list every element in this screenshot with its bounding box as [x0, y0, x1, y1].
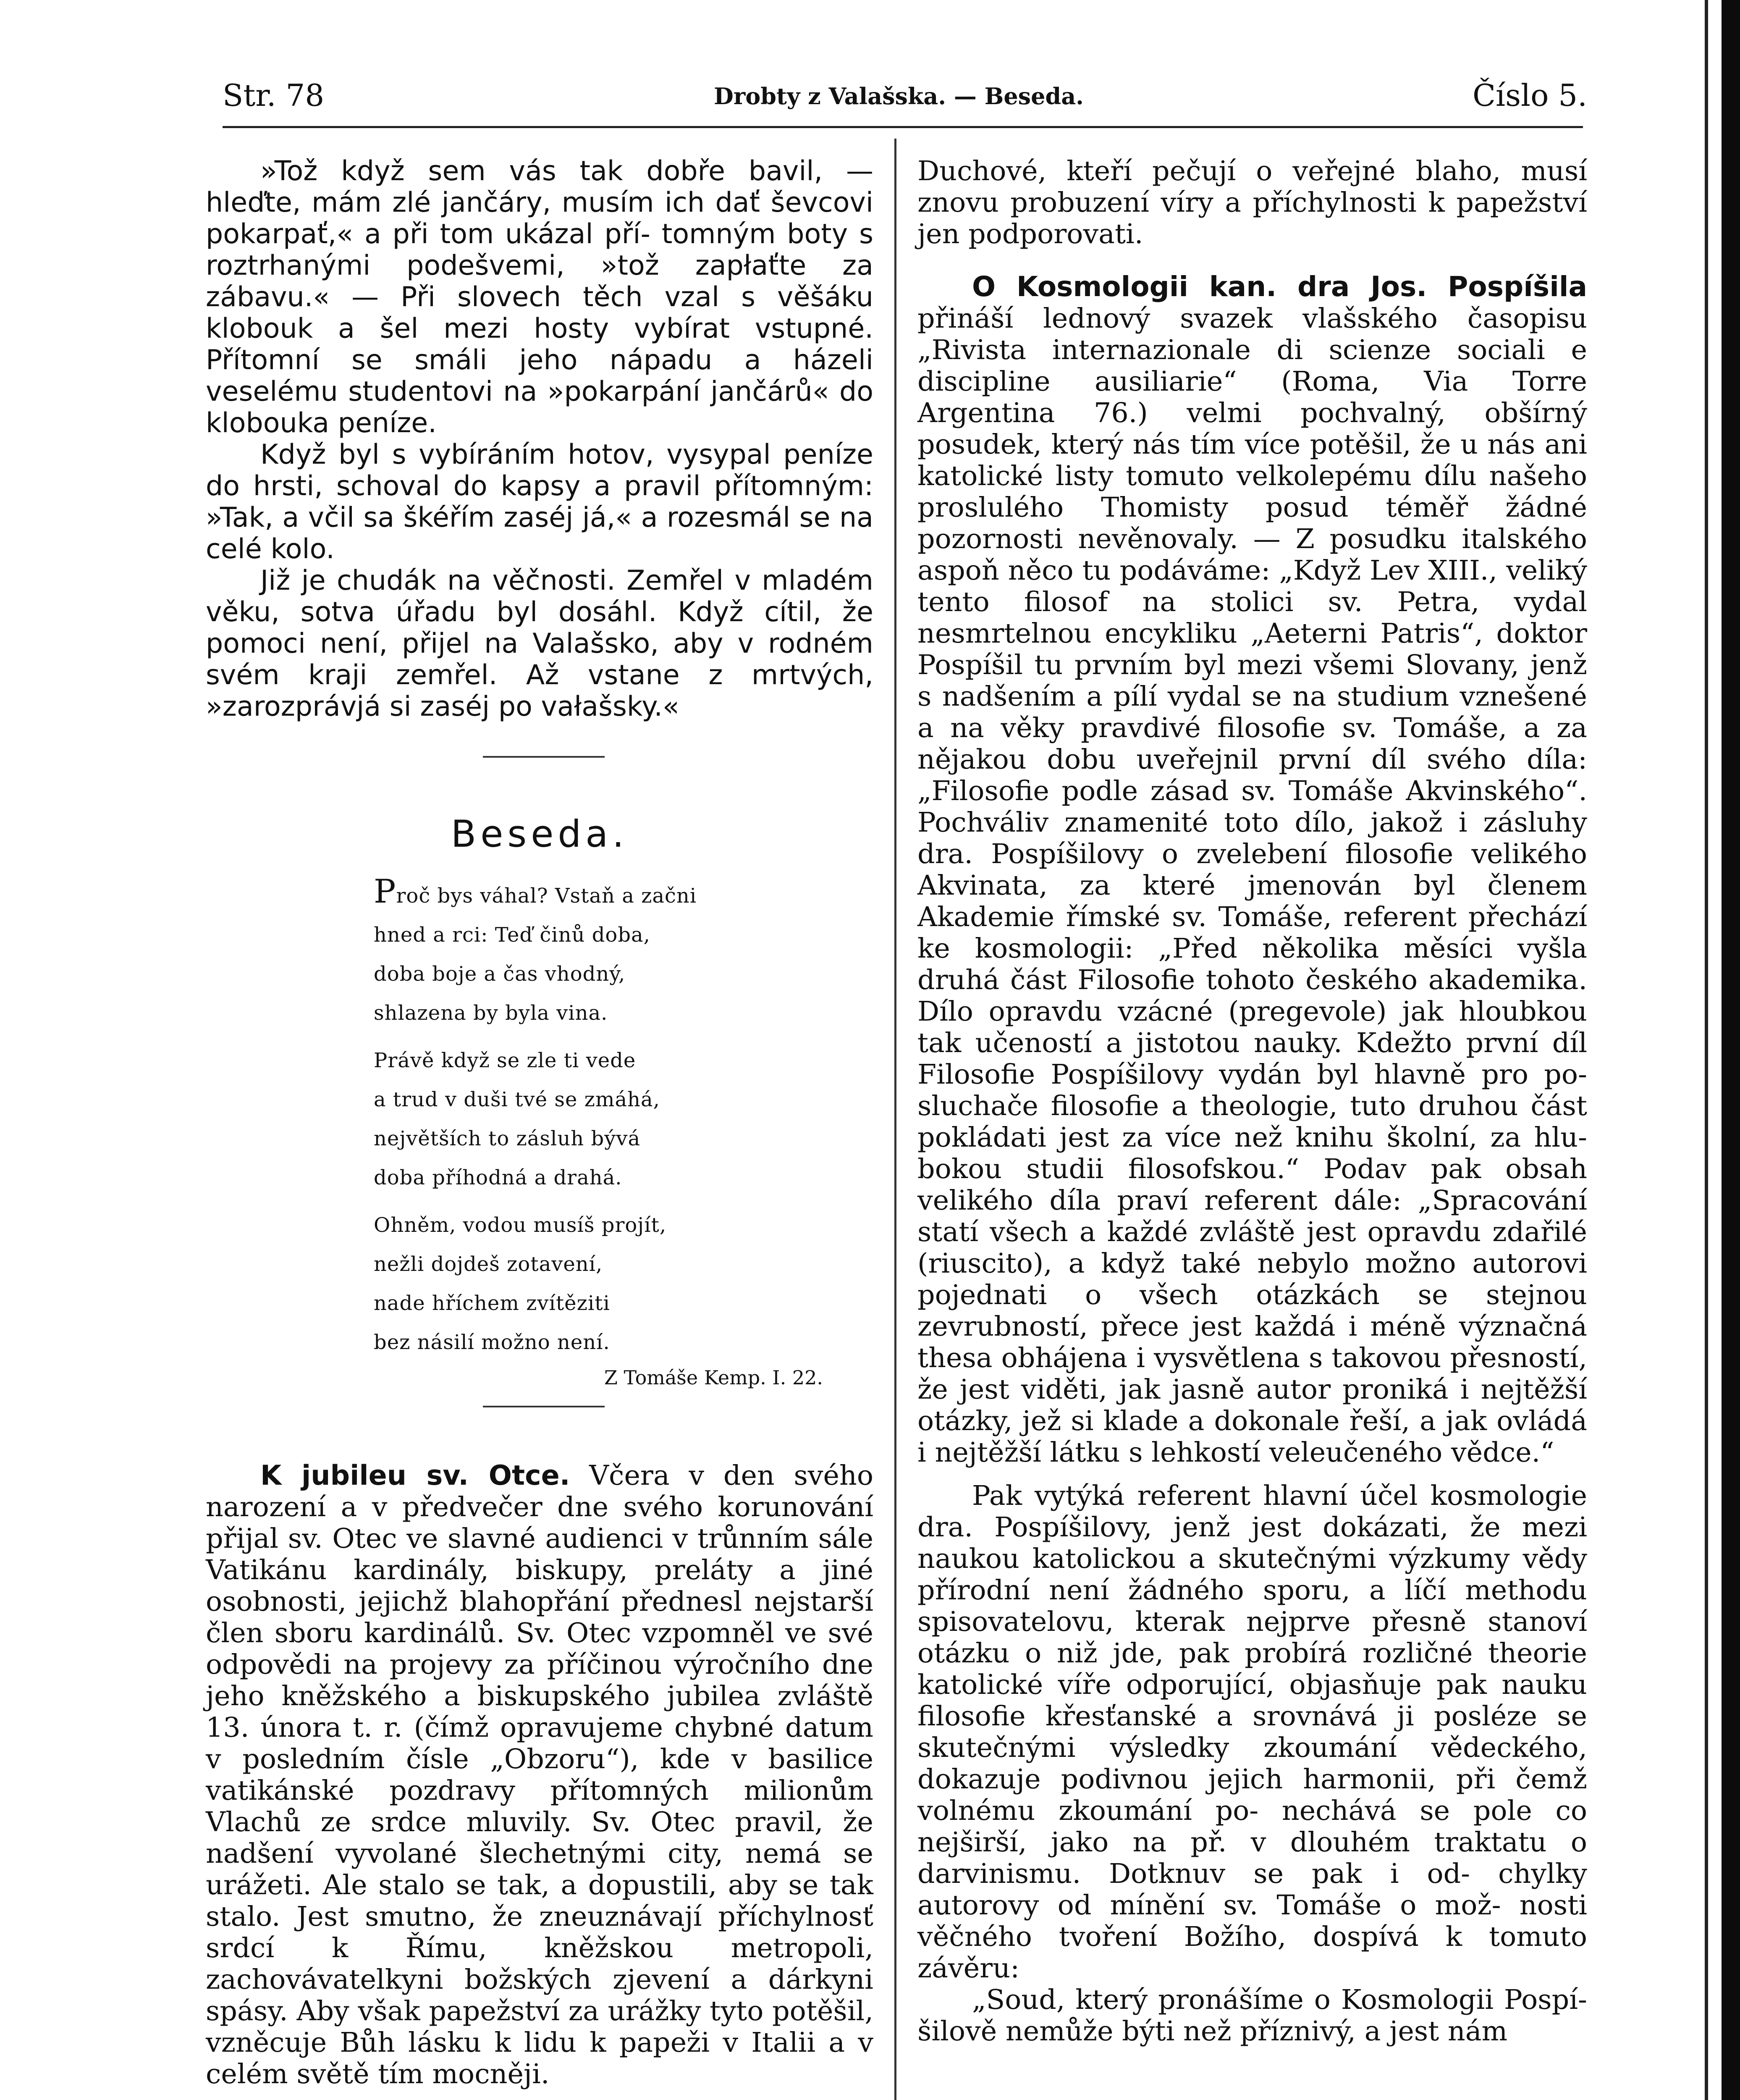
kosmologie-paragraph-2: Pak vytýká referent hlavní účel kosmologie dra. Pospíšilovy, jenž jest dokázati, že mezi naukou katolickou a skutečnými výzkumy vědy přírodní není žádného sporu, a líčí methodu spisovatelovu, kterak nejprve přesně stanoví otázku o niž jde, pak probírá rozličné theorie katolické víře odporující, objasňuje pak nauku filosofie křesťanské a srovnává ji posléze se skutečnými výsledky zkoumání vědeckého, dokazuje podivnou jejich harmonii, při čemž volnému zkoumání po- nechává se pole co nejširší, jako na př. v dlouhém traktatu o darvinismu. Dotknuv se pak i od- chylky autorovy od mínění sv. Tomáše o mož- nosti věčného tvoření Božího, dospívá k tomuto závěru:	[917, 1480, 1588, 1984]
right-column	[917, 155, 1587, 2047]
beseda-title: Beseda.	[451, 812, 629, 856]
poem-line: největších to zásluh bývá	[374, 1127, 641, 1150]
kosmologie-heading: O Kosmologii kan. dra Jos. Pospíšila	[972, 270, 1587, 303]
story-paragraph-1: »Tož když sem vás tak dobře bavil, — hleďte, mám zlé jančáry, musím ich dať ševcovi pokarpať,« a při tom ukázal pří- tomným boty s roztrhanými podešvemi, »tož zapłaťte za zábavu.« — Při slovech těch vzal s věšáku klobouk a šel mezi hosty vybírat vstupné. Přítomní se smáli jeho nápadu a házeli veselému studentovi na »pokarpání jančárů« do klobouka peníze.	[206, 155, 874, 439]
page-edge-rule	[1705, 0, 1708, 2100]
story-paragraph-3: Již je chudák na věčnosti. Zemřel v mladém věku, sotva úřadu byl dosáhl. Když cítil, že pomoci není, přijel na Valašsko, aby v rodném svém kraji zemřel. Až vstane z mrtvých, »zarozprávjá si zaséj po vałašsky.«	[206, 565, 874, 722]
poem-line: shlazena by byla vina.	[374, 1001, 608, 1025]
section-separator	[483, 1406, 605, 1407]
story-paragraph-2: Když byl s vybíráním hotov, vysypal peníze do hrsti, schoval do kapsy a pravil přítomným: »Tak, a včil sa škéřím zaséj já,« a rozesmál se na celé kolo.	[206, 439, 874, 565]
poem-attribution: Z Tomáše Kemp. I. 22.	[604, 1366, 823, 1389]
poem-line: bez násilí možno není.	[374, 1331, 610, 1354]
kosmologie-paragraph-3: „Soud, který pronášíme o Kosmologii Pospí- šilově nemůže býti než příznivý, a jest nám	[917, 1984, 1587, 2047]
poem-line: Právě když se zle ti vede	[374, 1049, 636, 1072]
kosmologie-article: O Kosmologii kan. dra Jos. Pospíšila přináší lednový svazek vlašského časopisu „Rivista internazionale di scienze sociali e discipline ausiliarie“ (Roma, Via Torre Argentina 76.) velmi pochvalný, obšírný posudek, který nás tím více potěšil, že u nás ani katolické listy tomuto velkolepému dílu našeho proslulého Thomisty posud téměř žádné pozornosti nevěnovaly. — Z posudku italského aspoň něco tu podáváme: „Když Lev XIII., veliký tento filosof na stolici sv. Petra, vydal nesmrtelnou encykliku „Aeterni Patris“, doktor Pospíšil tu prvním byl mezi všemi Slovany, jenž s nadšením a pílí vydal se na studium vznešené a na věky pravdivé filosofie sv. Tomáše, a za nějakou dobu uveřejnil první díl svého díla: „Filosofie podle zásad sv. Tomáše Akvinského“. Pochváliv znamenité toto dílo, jakož i zásluhy dra. Pospíšilovy o zvelebení filosofie velikého Akvinata, za které jmenován byl členem Akademie římské sv. Tomáše, referent přechází ke kosmologii: „Před několika měsíci vyšla druhá část Filosofie tohoto českého akademika. Dílo opravdu vzácné (pregevole) jak hloubkou tak učeností a jistotou nauky. Kdežto první díl Filosofie Pospíšilovy vydán byl hlavně pro po- sluchače filosofie a theologie, tuto druhou část pokládati jest za více než knihu školní, za hlu- bokou studii filosofskou.“ Podav pak obsah velikého díla praví referent dále: „Spracování statí všech a každé zvláště jest opravdu zdařilé (riuscito), a když také nebylo možno autorovi pojednati o všech otázkách se stejnou zevrubností, přece jest každá i méně význačná thesa obhájena i vysvětlena s takovou přesností, že jest viděti, jak jasně autor proniká i nejtěžší otázky, jež si klade a dokonale řeší, a jak ovládá i nejtěžší látku s lehkostí veleučeného vědce.“	[917, 270, 1588, 1468]
poem-line: doba boje a čas vhodný,	[374, 962, 626, 986]
poem-line: nade hříchem zvítěziti	[374, 1292, 610, 1315]
jubilee-heading: K jubileu sv. Otce.	[260, 1460, 570, 1491]
poem-line: Proč bys váhal? Vstaň a začni	[374, 873, 697, 911]
poem-initial: P	[374, 873, 396, 911]
running-header	[223, 78, 1587, 124]
issue-number: Číslo 5.	[1472, 78, 1587, 113]
header-rule	[223, 126, 1583, 128]
poem-line: Ohněm, vodou musíš projít,	[374, 1213, 667, 1237]
poem-line: doba příhodná a drahá.	[374, 1166, 622, 1189]
running-title: Drobty z Valašska. — Beseda.	[714, 83, 1084, 110]
poem-line: a trud v duši tvé se zmáhá,	[374, 1088, 660, 1111]
poem-line: hned a rci: Teď činů doba,	[374, 923, 650, 947]
column-divider	[894, 139, 896, 2100]
jubilee-article: K jubileu sv. Otce. Včera v den svého narození a v předvečer dne svého korunování přijal sv. Otec ve slavné audienci v trůnním sále Vatikánu kardinály, biskupy, preláty a jiné osobnosti, jejichž blahopřání přednesl nejstarší člen sboru kardinálů. Sv. Otec vzpomněl ve své odpovědi na projevy za příčinou výročního dne jeho kněžského a biskupského jubilea zvláště 13. února t. r. (čímž opravujeme chybné datum v posledním čísle „Obzoru“), kde v basilice vatikánské pozdravy přítomných milionům Vlachů ze srdce mluvily. Sv. Otec pravil, že nadšení vyvolané šlechetnými city, nemá se urážeti. Ale stalo se tak, a dopustili, aby se tak stalo. Jest smutno, že zneuznávají příchylnosť srdcí k Římu, kněžskou metropoli, zachovávatelkyni božských zjevení a dárkyni spásy. Aby však papežství za urážky tyto potěšil, vzněcuje Bůh lásku k lidu k papeži v Italii a v celém světě tím mocněji.	[206, 1460, 874, 2090]
scan-edge	[1722, 0, 1740, 2100]
poem	[374, 872, 794, 1362]
section-separator	[483, 756, 605, 758]
page-number: Str. 78	[223, 78, 325, 113]
left-column	[206, 155, 873, 2090]
poem-line: nežli dojdeš zotavení,	[374, 1252, 603, 1276]
continuation-paragraph: Duchové, kteří pečují o veřejné blaho, musí znovu probuzení víry a příchylnosti k papežství jen podporovati.	[917, 155, 1587, 250]
